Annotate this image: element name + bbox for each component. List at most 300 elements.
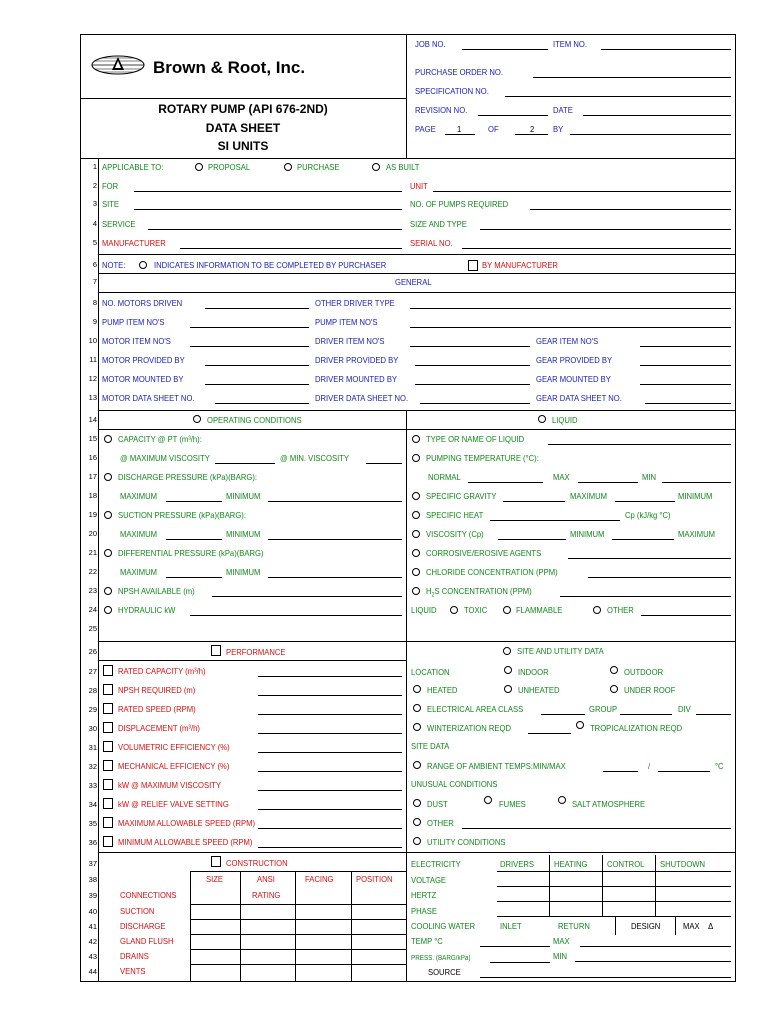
sep-26 [98,641,736,642]
range-ambient-radio[interactable] [413,761,421,769]
source-label: SOURCE [428,967,461,977]
volumetric-efficiency-field[interactable] [258,752,402,753]
driver-mounted-field[interactable] [415,384,530,385]
proposal-radio[interactable] [195,163,203,171]
viscosity-field[interactable] [498,539,566,540]
const-rating-header: RATING [252,890,281,900]
capacity-radio[interactable] [104,435,112,443]
header-divider [406,34,407,158]
line-number: 9 [92,317,97,326]
gear-mounted-field[interactable] [640,384,731,385]
source-field[interactable] [480,977,731,978]
site-utility-heading: SITE AND UTILITY DATA [517,646,604,656]
cw-temp-inlet-field[interactable] [480,946,550,947]
frame-right [735,34,736,982]
rated-capacity-checkbox[interactable] [103,665,113,676]
viscosity-label: VISCOSITY (Cp) [426,529,484,539]
note-purchaser-text: INDICATES INFORMATION TO BE COMPLETED BY PURCHASER [154,260,387,270]
rated-capacity-label: RATED CAPACITY (m³/h) [118,666,206,676]
h2s-rest: S CONCENTRATION (PPM) [434,586,532,596]
line-number: 15 [88,434,97,443]
proposal-label: PROPOSAL [208,162,251,172]
elec-row-3 [497,901,731,902]
cw-min-label: MIN [553,951,568,961]
by-label: BY [553,124,564,134]
type-liquid-label: TYPE OR NAME OF LIQUID [426,434,525,444]
serial-no-field[interactable] [462,248,731,249]
visc-max-label: MAXIMUM [678,529,715,539]
brown-root-logo-icon [90,54,146,76]
purchase-order-field[interactable] [533,77,731,78]
min-allowable-speed-field[interactable] [258,847,402,848]
line-number: 8 [92,298,97,307]
delta-icon: Δ [708,921,714,931]
date-label: DATE [553,105,573,115]
chloride-field[interactable] [588,577,731,578]
driver-item-label: DRIVER ITEM NO'S [315,336,385,346]
no-motors-field[interactable] [205,308,309,309]
motor-mounted-field[interactable] [205,384,309,385]
specific-gravity-field[interactable] [503,501,565,502]
driver-provided-field[interactable] [415,365,530,366]
other-site-label: OTHER [427,818,454,828]
ambient-min-field[interactable] [603,771,638,772]
purchase-radio[interactable] [284,163,292,171]
company-name: Brown & Root, Inc. [153,58,306,77]
npsh-required-field[interactable] [258,695,402,696]
indoor-label: INDOOR [518,667,549,677]
under-roof-radio[interactable] [610,685,618,693]
temp-min-field[interactable] [662,482,731,483]
specific-heat-label: SPECIFIC HEAT [426,510,484,520]
kw-relief-valve-field[interactable] [258,809,402,810]
kw-max-viscosity-field[interactable] [258,790,402,791]
const-connections-label: CONNECTIONS [120,890,177,900]
sep-6 [98,254,736,255]
unheated-label: UNHEATED [518,685,560,695]
unit-label: UNIT [410,181,428,191]
diff-min-field[interactable] [268,577,402,578]
suction-min-label: MINIMUM [226,529,261,539]
driver-ds-label: DRIVER DATA SHEET NO. [315,393,409,403]
group-label: GROUP [589,704,618,714]
job-no-label: JOB NO. [415,39,446,49]
site-field[interactable] [134,209,402,210]
line-number: 23 [88,586,97,595]
other-driver-field[interactable] [410,308,731,309]
salt-atmosphere-label: SALT ATMOSPHERE [572,799,646,809]
group-field[interactable] [620,714,672,715]
volumetric-efficiency-label: VOLUMETRIC EFFICIENCY (%) [118,742,230,752]
min-allowable-speed-checkbox[interactable] [103,836,113,847]
pumping-temp-label: PUMPING TEMPERATURE (°C): [426,453,539,463]
mechanical-efficiency-label: MECHANICAL EFFICIENCY (%) [118,761,230,771]
diff-max-field[interactable] [166,577,222,578]
rated-speed-label: RATED SPEED (RPM) [118,704,196,714]
construction-checkbox[interactable] [211,856,221,867]
line-number: 33 [88,781,97,790]
inlet-header: INLET [500,921,522,931]
max-allowable-speed-field[interactable] [258,828,402,829]
gear-provided-field[interactable] [640,365,731,366]
note-label: NOTE: [102,260,126,270]
line-number: 26 [88,647,97,656]
max-allowable-speed-label: MAXIMUM ALLOWABLE SPEED (RPM) [118,818,256,828]
cw-max-label: MAX [553,936,570,946]
const-position-header: POSITION [356,874,393,884]
elec-area-radio[interactable] [413,704,421,712]
sheet-title: ROTARY PUMP (API 676-2ND) [158,102,328,116]
phase-label: PHASE [411,906,437,916]
corrosive-field[interactable] [568,558,731,559]
discharge-max-label: MAXIMUM [120,491,157,501]
gear-mounted-label: GEAR MOUNTED BY [536,374,611,384]
type-liquid-field[interactable] [548,444,731,445]
service-label: SERVICE [102,219,136,229]
other-site-field[interactable] [462,828,731,829]
general-heading: GENERAL [395,277,432,287]
suction-max-label: MAXIMUM [120,529,157,539]
line-number: 28 [88,686,97,695]
site-label: SITE [102,199,120,209]
date-field[interactable] [583,115,731,116]
dust-label: DUST [427,799,448,809]
rated-speed-field[interactable] [258,714,402,715]
note-mfr-box-icon [468,260,478,271]
specific-heat-field[interactable] [490,520,620,521]
max-viscosity-label: @ MAXIMUM VISCOSITY [120,453,210,463]
motor-provided-field[interactable] [205,365,309,366]
const-row-42 [190,934,406,935]
line-number: 6 [92,260,97,269]
elec-row-1 [497,871,731,872]
suction-min-field[interactable] [268,539,402,540]
line-number: 7 [92,277,97,286]
elec-area-field[interactable] [541,714,585,715]
line-number: 5 [92,238,97,247]
line-number: 38 [88,875,97,884]
sg-min-label: MINIMUM [678,491,713,501]
line-number: 43 [88,952,97,961]
line-number: 39 [88,891,97,900]
motor-item-field[interactable] [190,346,309,347]
operating-conditions-radio[interactable] [193,415,201,423]
npsh-available-radio[interactable] [104,587,112,595]
line-number: 10 [88,336,97,345]
corrosive-label: CORROSIVE/EROSIVE AGENTS [426,548,542,558]
const-row-43 [190,949,406,950]
temp-c-label: TEMP °C [411,936,443,946]
operating-conditions-heading: OPERATING CONDITIONS [207,415,302,425]
cw-press-field[interactable] [490,962,550,963]
heating-header: HEATING [554,859,588,869]
range-ambient-label: RANGE OF AMBIENT TEMPS:MIN/MAX [427,761,566,771]
suction-max-field[interactable] [166,539,222,540]
cp-unit-label: Cp (kJ/kg °C) [625,510,671,520]
other-liquid-field[interactable] [641,615,731,616]
driver-item-field[interactable] [410,346,530,347]
logo-divider [80,98,406,99]
job-no-field[interactable] [462,49,548,50]
div-label: DIV [678,704,691,714]
other-liquid-label: OTHER [607,605,634,615]
const-ansi-header: ANSI [257,874,275,884]
line-number: 32 [88,762,97,771]
unit-field[interactable] [433,191,731,192]
other-site-radio[interactable] [413,818,421,826]
h2s-field[interactable] [560,596,731,597]
h2s-radio[interactable] [412,587,420,595]
gear-item-label: GEAR ITEM NO'S [536,336,599,346]
const-gland-flush-label: GLAND FLUSH [120,936,174,946]
sep-8 [98,292,736,293]
pump-item-left-field[interactable] [190,327,309,328]
pump-item-right-label: PUMP ITEM NO'S [315,317,378,327]
toxic-radio[interactable] [450,606,458,614]
line-number: 17 [88,472,97,481]
div-field[interactable] [696,714,731,715]
discharge-min-field[interactable] [268,501,402,502]
line-number: 35 [88,819,97,828]
page-field[interactable] [445,134,475,135]
h2s-sub: 2 [431,592,435,599]
shutdown-header: SHUTDOWN [660,859,706,869]
sep-27 [98,660,406,661]
rated-speed-checkbox[interactable] [103,703,113,714]
performance-heading: PERFORMANCE [226,647,286,657]
performance-checkbox[interactable] [211,645,221,656]
cw-col-design [615,917,616,935]
sg-max-label: MAXIMUM [570,491,607,501]
motor-mounted-label: MOTOR MOUNTED BY [102,374,184,384]
specific-heat-radio[interactable] [412,511,420,519]
utility-conditions-label: UTILITY CONDITIONS [427,837,506,847]
unheated-radio[interactable] [504,685,512,693]
number-column-line [98,158,99,981]
cw-max-field[interactable] [580,946,731,947]
line-number: 27 [88,667,97,676]
liquid-radio[interactable] [538,415,546,423]
tropicalization-radio[interactable] [576,721,584,729]
differential-pressure-radio[interactable] [104,549,112,557]
suction-pressure-radio[interactable] [104,511,112,519]
line-number: 3 [92,199,97,208]
specification-field[interactable] [505,96,731,97]
page-value: 1 [457,124,462,134]
min-allowable-speed-label: MINIMUM ALLOWABLE SPEED (RPM) [118,837,253,847]
size-type-field[interactable] [480,229,731,230]
elec-area-label: ELECTRICAL AREA CLASS [427,704,524,714]
line-number: 22 [88,567,97,576]
tropicalization-label: TROPICALIZATION REQD [590,723,683,733]
discharge-min-label: MINIMUM [226,491,261,501]
service-field[interactable] [148,229,402,230]
outdoor-radio[interactable] [610,666,618,674]
of-value: 2 [530,124,535,134]
mechanical-efficiency-checkbox[interactable] [103,760,113,771]
const-vents-label: VENTS [120,966,146,976]
kw-relief-valve-checkbox[interactable] [103,798,113,809]
header-bottom [80,158,736,159]
no-pumps-label: NO. OF PUMPS REQUIRED [410,199,509,209]
specific-gravity-label: SPECIFIC GRAVITY [426,491,497,501]
const-row-44 [190,964,406,965]
heated-label: HEATED [427,685,458,695]
as-built-label: AS BUILT [386,162,420,172]
displacement-label: DISPLACEMENT (m³/h) [118,723,200,733]
discharge-pressure-label: DISCHARGE PRESSURE (kPa)(BARG): [118,472,258,482]
note-purchaser-circle-icon [139,261,147,269]
specific-gravity-radio[interactable] [412,492,420,500]
line-number: 19 [88,510,97,519]
discharge-pressure-radio[interactable] [104,473,112,481]
diff-min-label: MINIMUM [226,567,261,577]
hydraulic-kw-field[interactable] [190,615,402,616]
min-viscosity-field[interactable] [366,463,402,464]
line-number: 18 [88,491,97,500]
line-number: 14 [88,415,97,424]
const-head-top [190,871,406,872]
pumping-temp-radio[interactable] [412,454,420,462]
line-number: 42 [88,937,97,946]
chloride-radio[interactable] [412,568,420,576]
line-number: 2 [92,181,97,190]
line-number: 36 [88,838,97,847]
as-built-radio[interactable] [372,163,380,171]
gear-item-field[interactable] [640,346,731,347]
specification-label: SPECIFICATION NO. [415,86,489,96]
line-number: 20 [88,529,97,538]
sheet-units: SI UNITS [217,139,269,153]
voltage-label: VOLTAGE [411,875,447,885]
max-viscosity-field[interactable] [215,463,275,464]
rated-capacity-field[interactable] [258,676,402,677]
gear-ds-field[interactable] [645,403,731,404]
page-label: PAGE [415,124,436,134]
note-mfr-text: BY MANUFACTURER [482,260,558,270]
sheet-subtitle: DATA SHEET [205,121,281,135]
volumetric-efficiency-checkbox[interactable] [103,741,113,752]
winterization-label: WINTERIZATION REQD [427,723,512,733]
sep-14 [98,410,736,411]
visc-min-label: MINIMUM [570,529,605,539]
by-field[interactable] [570,134,731,135]
for-field[interactable] [134,191,402,192]
mechanical-efficiency-field[interactable] [258,771,402,772]
temp-max-field[interactable] [578,482,638,483]
line-number: 4 [92,219,97,228]
other-liquid-radio[interactable] [593,606,601,614]
motor-provided-label: MOTOR PROVIDED BY [102,355,185,365]
salt-atmosphere-radio[interactable] [558,796,566,804]
site-utility-radio[interactable] [503,647,511,655]
npsh-available-field[interactable] [212,596,402,597]
type-liquid-radio[interactable] [412,435,420,443]
const-drains-label: DRAINS [120,951,149,961]
max-delta-header [683,921,713,932]
sep-7 [98,273,736,274]
hydraulic-kw-label: HYDRAULIC kW [118,605,176,615]
temp-normal-field[interactable] [468,482,543,483]
displacement-checkbox[interactable] [103,722,113,733]
ambient-slash: / [648,761,651,771]
flammable-label: FLAMMABLE [516,605,563,615]
frame-bottom [80,981,736,982]
item-no-field[interactable] [601,49,731,50]
npsh-required-checkbox[interactable] [103,684,113,695]
gear-provided-label: GEAR PROVIDED BY [536,355,613,365]
line-number: 25 [88,624,97,633]
displacement-field[interactable] [258,733,402,734]
kw-max-viscosity-label: kW @ MAXIMUM VISCOSITY [118,780,221,790]
of-label: OF [488,124,499,134]
corrosive-radio[interactable] [412,549,420,557]
diff-max-label: MAXIMUM [120,567,157,577]
revision-field[interactable] [478,115,548,116]
flammable-radio[interactable] [503,606,511,614]
no-motors-label: NO. MOTORS DRIVEN [102,298,183,308]
winterization-field[interactable] [528,733,571,734]
liquid-heading: LIQUID [552,415,578,425]
visc-min-field[interactable] [612,539,674,540]
max-allowable-speed-checkbox[interactable] [103,817,113,828]
indoor-radio[interactable] [504,666,512,674]
dust-radio[interactable] [413,799,421,807]
hydraulic-kw-radio[interactable] [104,606,112,614]
line-number: 44 [88,967,97,976]
purchase-order-label: PURCHASE ORDER NO. [415,67,503,77]
under-roof-label: UNDER ROOF [624,685,676,695]
frame-left [80,34,81,982]
cw-min-field[interactable] [575,961,731,962]
capacity-label: CAPACITY @ PT (m³/h): [118,434,202,444]
utility-conditions-radio[interactable] [413,837,421,845]
for-label: FOR [102,181,119,191]
press-label: PRESS. (BARG/kPa) [411,955,471,962]
viscosity-radio[interactable] [412,530,420,538]
const-facing-header: FACING [305,874,334,884]
ambient-max-field[interactable] [658,771,710,772]
const-row-40 [190,904,406,905]
op-liquid-divider [406,410,407,641]
chloride-label: CHLORIDE CONCENTRATION (PPM) [426,567,558,577]
revision-label: REVISION NO. [415,105,468,115]
line-number: 13 [88,393,97,402]
heated-radio[interactable] [413,685,421,693]
kw-relief-valve-label: kW @ RELIEF VALVE SETTING [118,799,229,809]
kw-max-viscosity-checkbox[interactable] [103,779,113,790]
line-number: 21 [88,548,97,557]
line-number: 12 [88,374,97,383]
elec-row-4 [497,916,731,917]
motor-ds-field[interactable] [215,403,309,404]
no-pumps-field[interactable] [530,209,731,210]
driver-provided-label: DRIVER PROVIDED BY [315,355,399,365]
of-field[interactable] [515,134,548,135]
h2s-label [426,586,532,602]
winterization-radio[interactable] [413,723,421,731]
discharge-max-field[interactable] [166,501,222,502]
pump-item-right-field[interactable] [410,327,731,328]
driver-ds-field[interactable] [420,403,530,404]
sg-max-field[interactable] [615,501,675,502]
manufacturer-field[interactable] [180,248,402,249]
line-number: 11 [89,355,97,364]
toxic-label: TOXIC [464,605,488,615]
h2s-h: H [426,586,432,596]
fumes-radio[interactable] [484,796,492,804]
fumes-label: FUMES [499,799,526,809]
